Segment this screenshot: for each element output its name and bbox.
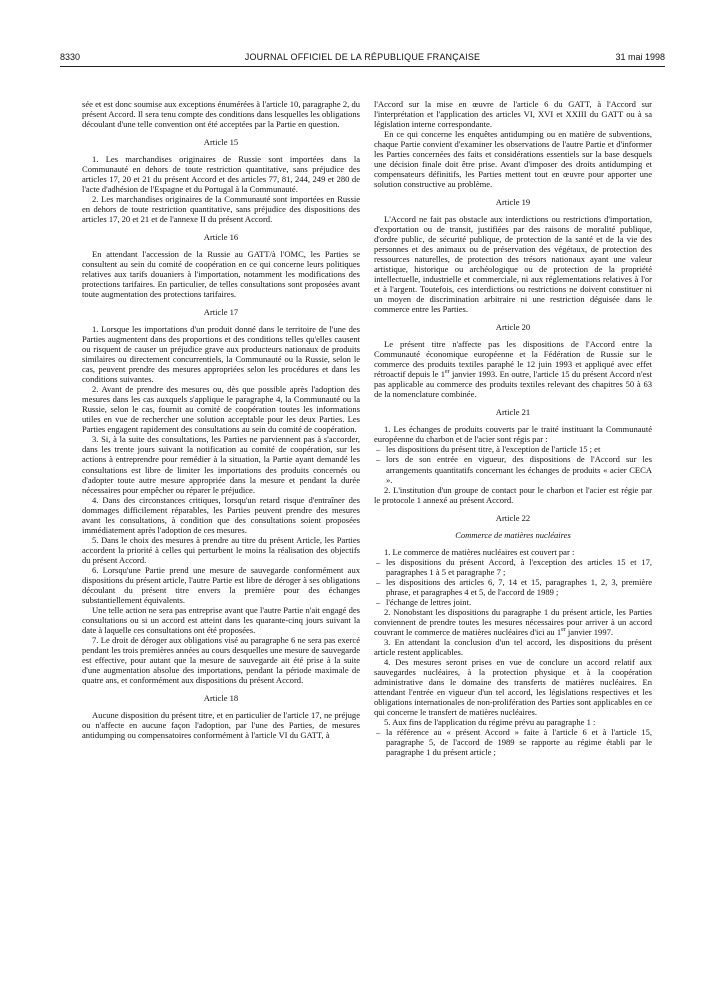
left-column bbox=[82, 99, 360, 740]
paragraph: 3. Si, à la suite des consultations, les Parties ne parviennent pas à s'accorder, dans les trente jours suivant la notification au comité de coopération, sur les actions à entreprendre pour remédier à la situation, la Partie ayant demandé les consultations est libre de limiter les importations des produits concernés ou d'adopter toute autre mesure appropriée dans la mesure et pendant la durée nécessaires pour empêcher ou réparer le préjudice. bbox=[82, 434, 360, 495]
superscript: er bbox=[561, 626, 566, 633]
paragraph bbox=[374, 607, 652, 637]
paragraph: 1. Lorsque les importations d'un produit donné dans le territoire de l'une des Parties augmentent dans des proportions et des conditions telles qu'elles causent ou risquent de causer un préjudice grave aux producteurs nationaux de produits similaires ou directement concurrentiels, la Communauté ou la Russie, selon le cas, peuvent prendre des mesures appropriées selon les procédures et dans les conditions suivantes. bbox=[82, 324, 360, 385]
paragraph: 6. Lorsqu'une Partie prend une mesure de sauvegarde conformément aux dispositions du présent article, l'autre Partie est libre de déroger à ses obligations découlant du présent titre envers la première pour des échanges substantiellement équivalents. bbox=[82, 564, 360, 605]
article-heading: Article 15 bbox=[203, 137, 239, 148]
paragraph: 2. Les marchandises originaires de la Communauté sont importées en Russie en dehors de toute restriction quantitative, sans préjudice des dispositions des articles 17, 20 et 21 et de l'annexe II du présent Accord. bbox=[82, 194, 360, 225]
article-heading: Article 18 bbox=[203, 692, 239, 703]
list-item: – les dispositions du présent titre, à l'exception de l'article 15 ; et bbox=[374, 444, 652, 454]
header-rule bbox=[60, 66, 665, 67]
paragraph: 2. L'institution d'un groupe de contact pour le charbon et l'acier est régie par le protocole 1 annexé au présent Accord. bbox=[374, 484, 652, 505]
paragraph: 5. Dans le choix des mesures à prendre au titre du présent Article, les Parties accordent la priorité à celles qui perturbent le moins la réalisation des objectifs du présent Accord. bbox=[82, 534, 360, 565]
paragraph bbox=[374, 339, 652, 399]
article-heading: Article 17 bbox=[203, 307, 239, 318]
article-heading: Article 20 bbox=[495, 322, 531, 333]
paragraph: l'Accord sur la mise en œuvre de l'article 6 du GATT, à l'Accord sur l'interprétation et l'application des articles VI, XVI et XXIII du GATT ou à sa législation interne correspondante. bbox=[374, 99, 652, 130]
article-heading: Article 21 bbox=[495, 407, 531, 418]
paragraph: 4. Dans des circonstances critiques, lorsqu'un retard risque d'entraîner des dommages difficilement réparables, les Parties peuvent prendre des mesures avant les consultations, à condition que des consultations soient proposées immédiatement après l'adoption de ces mesures. bbox=[82, 494, 360, 535]
article-heading: Article 19 bbox=[495, 197, 531, 208]
paragraph: sée et est donc soumise aux exceptions énumérées à l'article 10, paragraphe 2, du présent Accord. Il sera tenu compte des conditions dans lesquelles les obligations découlant d'une telle convention ont été acceptées par la Partie en question. bbox=[82, 99, 360, 130]
text-run: janvier 1997. bbox=[565, 626, 614, 637]
paragraph: 1. Les échanges de produits couverts par le traité instituant la Communauté européenne du charbon et de l'acier sont régis par : bbox=[374, 424, 652, 445]
paragraph: 1. Les marchandises originaires de Russie sont importées dans la Communauté en dehors de toute restriction quantitative, sans préjudice des articles 17, 20 et 21 du présent Accord et des articles 77, 81, 244, 249 et 280 de l'acte d'adhésion de l'Espagne et du Portugal à la Communauté. bbox=[82, 154, 360, 195]
article-heading: Article 16 bbox=[203, 232, 239, 243]
page-header bbox=[60, 52, 665, 66]
paragraph: 7. Le droit de déroger aux obligations visé au paragraphe 6 ne sera pas exercé pendant les trois premières années au cours desquelles une mesure de sauvegarde est effective, pour autant que la mesure de sauvegarde ait été prise à la suite d'une augmentation absolue des importations, pendant la période maximale de quatre ans, et conformément aux dispositions du présent Accord. bbox=[82, 634, 360, 685]
paragraph: 5. Aux fins de l'application du régime prévu au paragraphe 1 : bbox=[384, 716, 596, 727]
paragraph: 3. En attendant la conclusion d'un tel accord, les dispositions du présent article restent applicables. bbox=[374, 636, 652, 657]
page-number: 8330 bbox=[60, 52, 81, 62]
journal-title: JOURNAL OFFICIEL DE LA RÉPUBLIQUE FRANÇAISE bbox=[244, 52, 481, 62]
list-item: – la référence au « présent Accord » faite à l'article 6 et à l'article 15, paragraphe 5, de l'accord de 1989 se rapporte au régime établi par le paragraphe 1 du présent article ; bbox=[374, 727, 652, 757]
text-run: Le présent titre n'affecte pas les dispositions de l'Accord entre la Communauté économique européenne et la Fédération de Russie sur le commerce des produits textiles paraphé le 12 juin 1993 et appliqué avec effet rétroactif depuis le 1 bbox=[374, 339, 652, 380]
text-run: 2. Nonobstant les dispositions du paragraphe 1 du présent article, les Parties conviennent de prendre toutes les mesures nécessaires pour arriver à un accord couvrant le commerce de matières nucléaires d'ici au 1 bbox=[374, 606, 652, 637]
superscript: er bbox=[445, 369, 450, 376]
list-item: – les dispositions du présent Accord, à l'exception des articles 15 et 17, paragraphes 1 à 5 et paragraphe 7 ; bbox=[374, 557, 652, 577]
list-item: – les dispositions des articles 6, 7, 14 et 15, paragraphes 1, 2, 3, première phrase, et paragraphes 4 et 5, de l'accord de 1989 ; bbox=[374, 577, 652, 597]
paragraph: Aucune disposition du présent titre, et en particulier de l'article 17, ne préjuge ou n'affecte en aucune façon l'adoption, par l'une des Parties, de mesures antidumping ou compensatoires conformément à l'article VI du GATT, à bbox=[82, 709, 360, 740]
paragraph: En ce qui concerne les enquêtes antidumping ou en matière de subventions, chaque Partie convient d'examiner les observations de l'autre Partie et d'informer les Parties concernées des faits et considérations essentiels sur la base desquels une décision finale doit être prise. Avant d'imposer des droits antidumping et compensateurs définitifs, les Parties mettent tout en œuvre pour apporter une solution constructive au problème. bbox=[374, 129, 652, 190]
list-item: – l'échange de lettres joint. bbox=[374, 597, 652, 607]
paragraph: L'Accord ne fait pas obstacle aux interdictions ou restrictions d'importation, d'exportation ou de transit, justifiées par des raisons de moralité publique, d'ordre public, de sécurité publique, de protection de la santé et de la vie des personnes et des animaux ou de préservation des végétaux, de protection des ressources naturelles, de protection des trésors nationaux ayant une valeur artistique, historique ou archéologique ou de protection de la propriété intellectuelle, industrielle et commerciale, ni aux réglementations relatives à l'or et à l'argent. Toutefois, ces interdictions ou restrictions ne doivent constituer ni un moyen de discrimination arbitraire ni une restriction déguisée dans le commerce entre les Parties. bbox=[374, 214, 652, 315]
paragraph: 4. Des mesures seront prises en vue de conclure un accord relatif aux sauvegardes nucléaires, à la protection physique et à la coopération administrative dans le domaine des transferts de matières nucléaires. En attendant l'entrée en vigueur d'un tel accord, les législations respectives et les obligations internationales de non-prolifération des Parties sont applicables en ce qui concerne le transfert de matières nucléaires. bbox=[374, 656, 652, 717]
article-heading: Article 22 bbox=[495, 512, 531, 523]
paragraph: Une telle action ne sera pas entreprise avant que l'autre Partie n'ait engagé des consultations ou si un accord est atteint dans les quarante-cinq jours suivant la date à laquelle ces consultations ont été proposées. bbox=[82, 604, 360, 635]
list-item: – lors de son entrée en vigueur, des dispositions de l'Accord sur les arrangements quantitatifs concernant les échanges de produits « acier CECA ». bbox=[374, 454, 652, 484]
paragraph: 1. Le commerce de matières nucléaires est couvert par : bbox=[384, 546, 575, 557]
paragraph: En attendant l'accession de la Russie au GATT/à l'OMC, les Parties se consultent au sein du comité de coopération en ce qui concerne leurs politiques relatives aux tarifs douaniers à l'importation, notamment les modifications des protections tarifaires. En particulier, de telles consultations sont proposées avant toute augmentation des protections tarifaires. bbox=[82, 249, 360, 300]
publication-date: 31 mai 1998 bbox=[615, 52, 665, 62]
right-column bbox=[374, 99, 652, 757]
text-run: janvier 1993. En outre, l'article 15 du présent Accord n'est pas applicable au commerce des produits textiles relevant des chapitres 50 à 63 de la nomenclature combinée. bbox=[374, 369, 652, 400]
article-subheading: Commerce de matières nucléaires bbox=[455, 529, 571, 540]
paragraph: 2. Avant de prendre des mesures ou, dès que possible après l'adoption des mesures dans les cas auxquels s'applique le paragraphe 4, la Communauté ou la Russie, selon le cas, fournit au comité de coopération toutes les informations utiles en vue de rechercher une solution acceptable pour les deux Parties. Les Parties engagent rapidement des consultations au sein du comité de coopération. bbox=[82, 384, 360, 435]
